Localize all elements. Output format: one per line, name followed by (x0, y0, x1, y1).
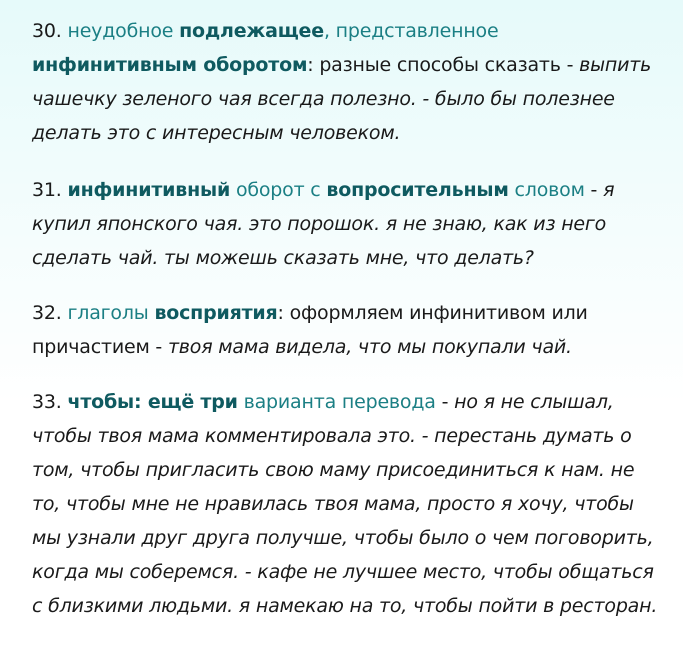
term-text: оборот с (235, 179, 321, 201)
note-30 (32, 14, 662, 150)
example-text: твоя мама видела, что мы покупали чай. (167, 336, 572, 358)
term-text: словом (514, 179, 585, 201)
description-text: : разные способы сказать - (307, 54, 574, 76)
term-bold: инфинитивный (67, 179, 231, 201)
example-text: выпить чашечку зеленого чая всегда полезно. - было бы полезнее делать это с интересным человеком. (32, 54, 652, 144)
term-bold: вопросительным (326, 179, 509, 201)
description-text: - (584, 179, 598, 201)
term-bold: чтобы: ещё три (67, 391, 238, 413)
note-33 (32, 385, 662, 623)
term-text: неудобное (67, 20, 174, 42)
term-bold: подлежащее (179, 20, 324, 42)
term-text: варианта перевода (243, 391, 436, 413)
term-text: , представленное (323, 20, 499, 42)
note-32 (32, 296, 662, 364)
term-bold: инфинитивным оборотом (32, 54, 308, 76)
example-text: но я не слышал, чтобы твоя мама комментировала это. - перестань думать о том, чтобы пригласить свою маму присоединиться к нам. не то, чтобы мне не нравилась твоя мама, просто я хочу, чтобы мы узнали друг друга получше, чтобы было о чем поговорить, когда мы соберемся. - кафе не лучшее место, чтобы общаться с близкими людьми. я намекаю на то, чтобы пойти в ресторан. (32, 391, 658, 617)
description-text: - (435, 391, 449, 413)
term-text: глаголы (67, 302, 149, 324)
term-bold: восприятия (154, 302, 278, 324)
note-number: 33. (32, 391, 62, 413)
note-number: 31. (32, 179, 62, 201)
note-31 (32, 173, 662, 275)
example-text: я купил японского чая. это порошок. я не знаю, как из него сделать чай. ты можешь сказать мне, что делать? (32, 179, 615, 269)
note-number: 32. (32, 302, 62, 324)
note-number: 30. (32, 20, 62, 42)
description-text: : оформляем инфинитивом или причастием - (32, 302, 588, 358)
